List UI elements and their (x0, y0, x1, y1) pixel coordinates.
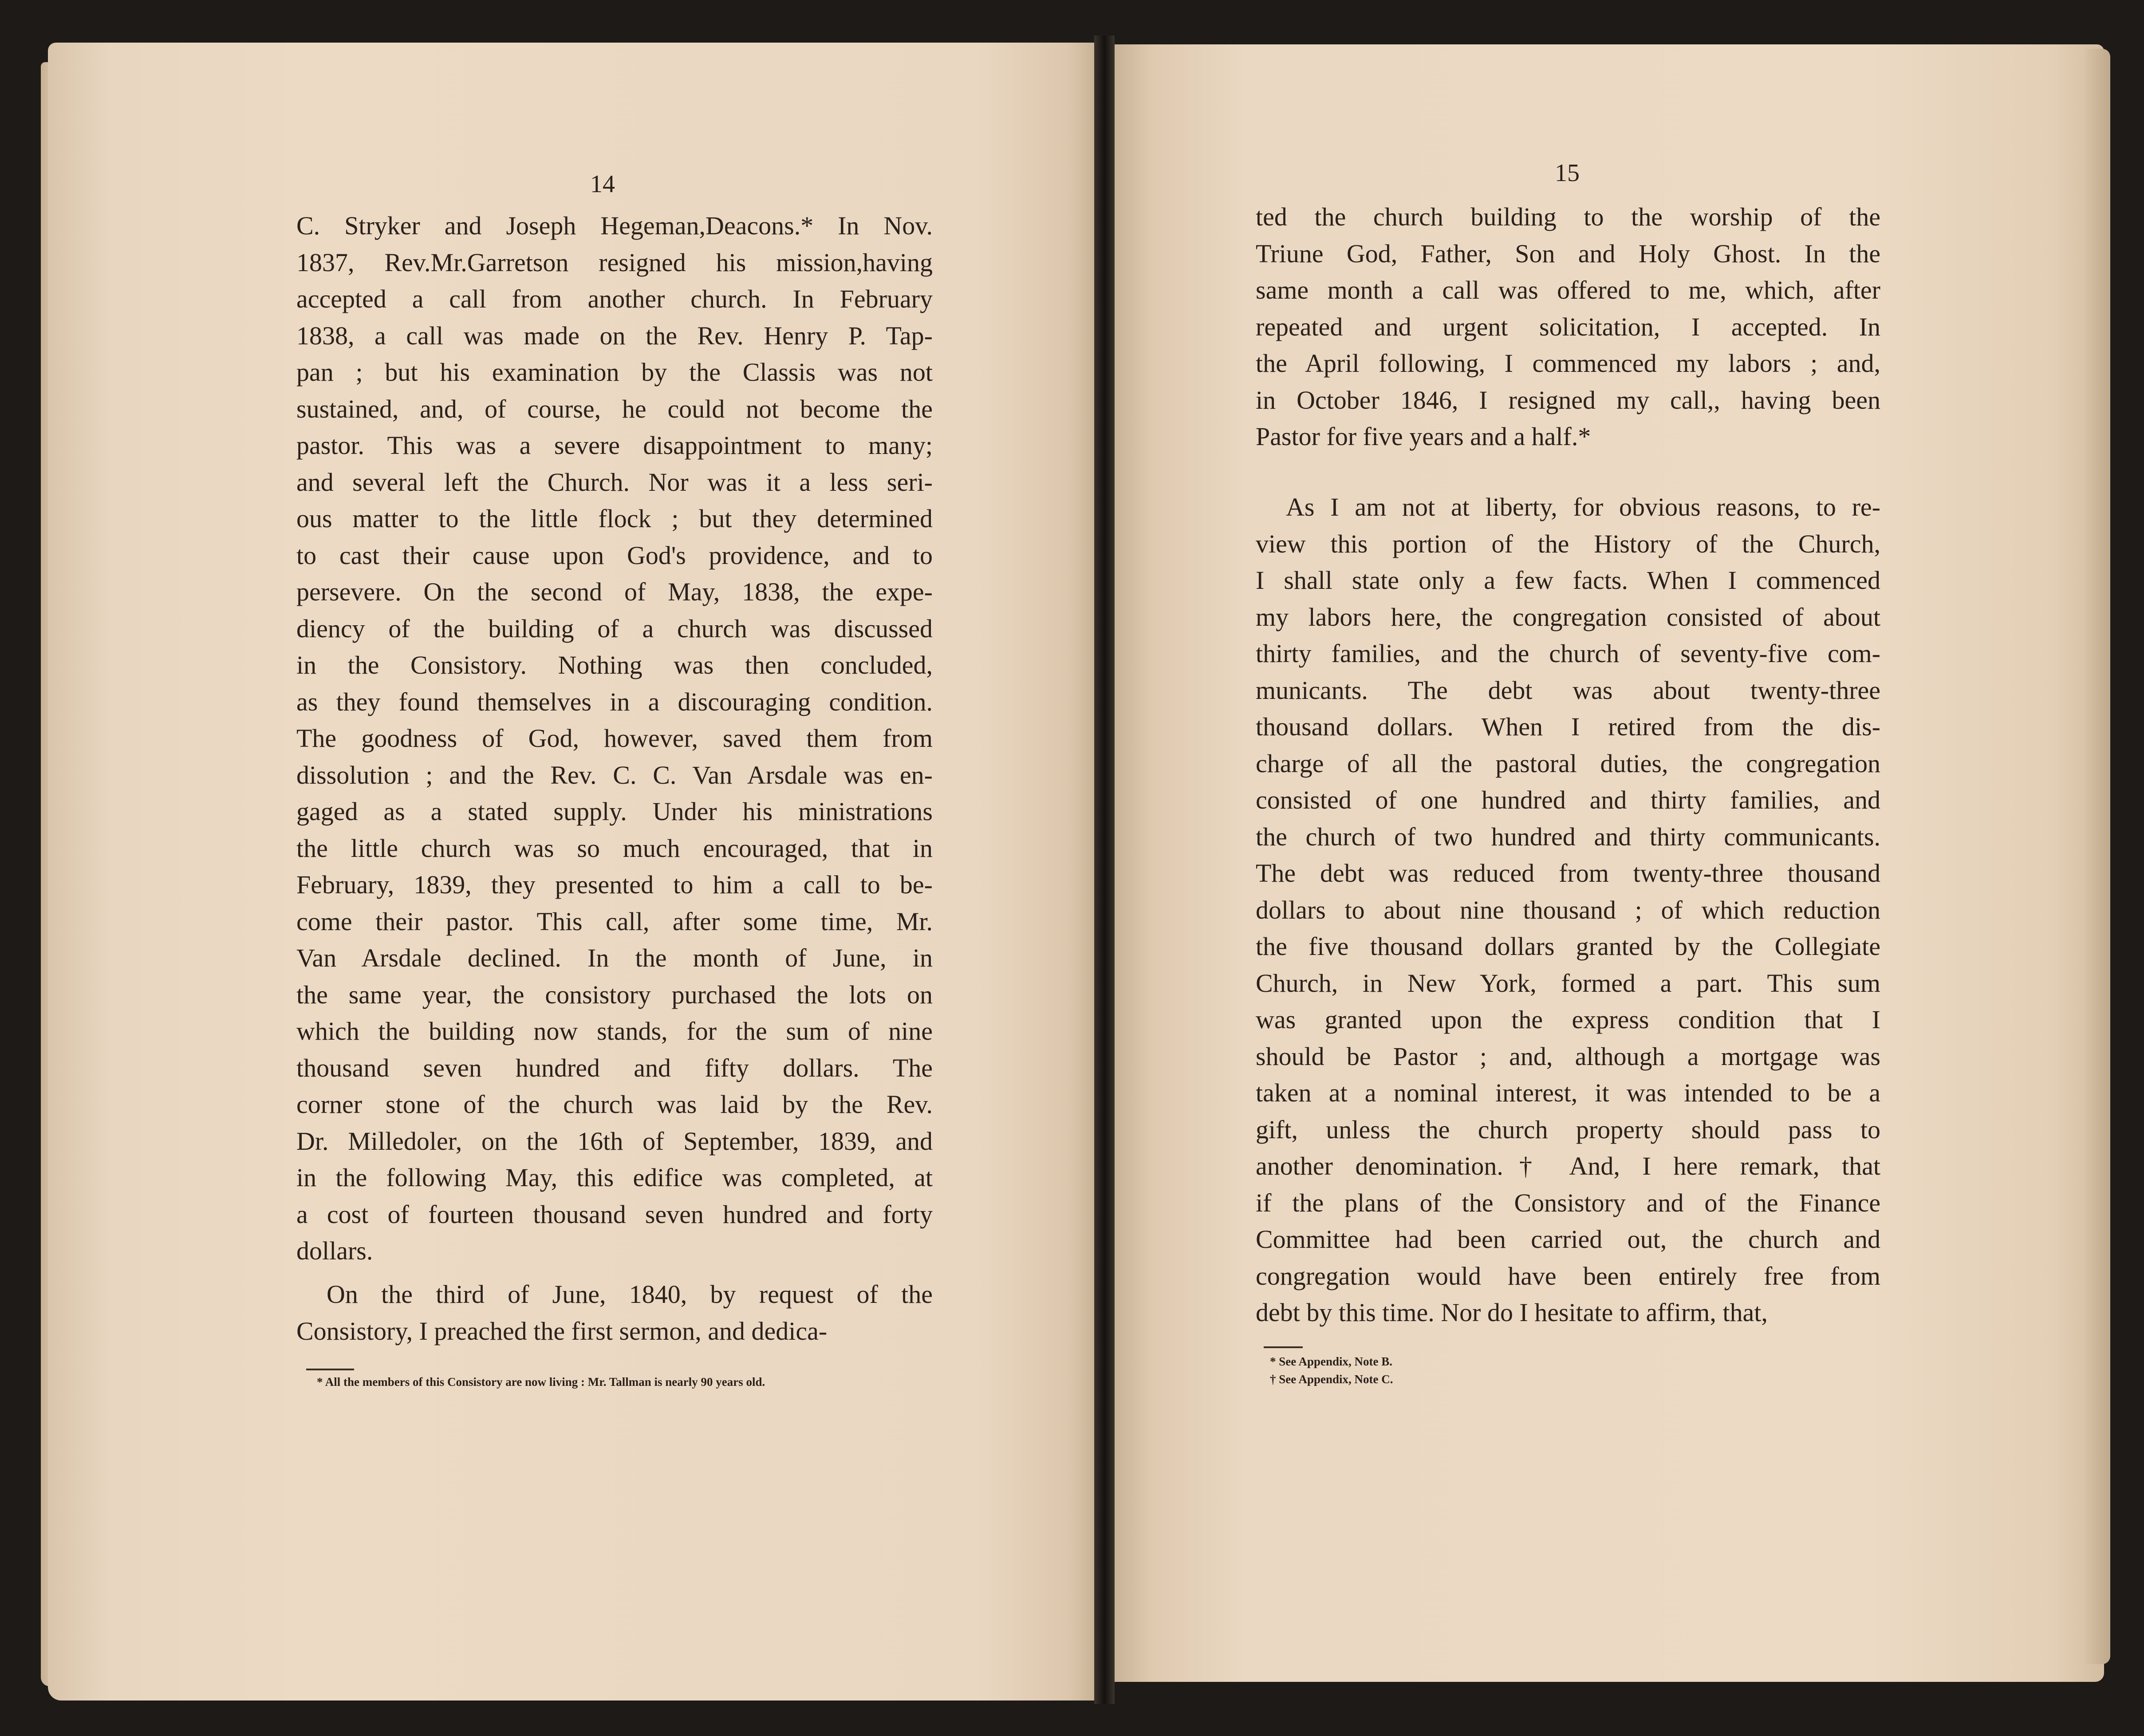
text-line: consisted of one hundred and thirty families, and (1256, 785, 1880, 814)
text-line: should be Pastor ; and, although a mortgage was (1256, 1042, 1880, 1071)
footnote-line: * See Appendix, Note B. (1270, 1355, 1393, 1368)
text-line: as they found themselves in a discouraging condition. (296, 687, 933, 716)
book-gutter (1094, 36, 1115, 1704)
text-line: As I am not at liberty, for obvious reasons, to re- (1286, 493, 1880, 521)
text-line: thousand dollars. When I retired from the dis- (1256, 712, 1880, 741)
text-line: in October 1846, I resigned my call,, having been (1256, 385, 1880, 414)
text-line: and several left the Church. Nor was it a less seri- (296, 467, 933, 497)
text-line: the little church was so much encouraged, that in (296, 833, 933, 863)
text-line: Committee had been carried out, the church and (1256, 1225, 1880, 1254)
text-line: Dr. Milledoler, on the 16th of September, 1839, and (296, 1126, 933, 1156)
text-line: come their pastor. This call, after some time, Mr. (296, 907, 933, 936)
footnote-left: * All the members of this Consistory are now living : Mr. Tallman is nearly 90 years old. (317, 1375, 765, 1389)
text-line: pastor. This was a severe disappointment to many; (296, 431, 933, 460)
text-line: Van Arsdale declined. In the month of June, in (296, 943, 933, 972)
text-line: gift, unless the church property should pass to (1256, 1115, 1880, 1144)
text-line: February, 1839, they presented to him a call to be- (296, 870, 933, 899)
text-line: the five thousand dollars granted by the Collegiate (1256, 932, 1880, 961)
text-line: I shall state only a few facts. When I commenced (1256, 566, 1880, 595)
text-line: diency of the building of a church was discussed (296, 614, 933, 643)
text-line: taken at a nominal interest, it was intended to be a (1256, 1078, 1880, 1107)
text-line: same month a call was offered to me, which, after (1256, 276, 1880, 304)
text-line: repeated and urgent solicitation, I accepted. In (1256, 312, 1880, 341)
text-line: debt by this time. Nor do I hesitate to affirm, that, (1256, 1298, 1768, 1327)
text-line: ous matter to the little flock ; but they determined (296, 504, 933, 533)
footnote-line: † See Appendix, Note C. (1270, 1373, 1393, 1386)
text-line: Triune God, Father, Son and Holy Ghost. In the (1256, 239, 1880, 268)
text-line: thousand seven hundred and fifty dollars. The (296, 1053, 933, 1082)
text-line: another denomination.† And, I here remark, that (1256, 1152, 1880, 1180)
text-line: dollars. (296, 1236, 373, 1265)
text-line: if the plans of the Consistory and of the Finance (1256, 1188, 1880, 1217)
text-line: thirty families, and the church of seventy-five com- (1256, 639, 1880, 668)
text-line: On the third of June, 1840, by request of the (327, 1280, 933, 1309)
text-line: which the building now stands, for the sum of nine (296, 1017, 933, 1046)
text-line: 1837, Rev.Mr.Garretson resigned his mission,having (296, 248, 933, 277)
text-line: The debt was reduced from twenty-three thousand (1256, 859, 1880, 888)
text-line: the same year, the consistory purchased the lots on (296, 980, 933, 1009)
text-line: to cast their cause upon God's providence, and to (296, 541, 933, 570)
right-page-edge (2085, 49, 2110, 1664)
text-line: The goodness of God, however, saved them from (296, 724, 933, 753)
text-line: the church of two hundred and thirty communicants. (1256, 822, 1880, 851)
right-page-body (1256, 199, 1880, 455)
text-line: accepted a call from another church. In February (296, 284, 933, 313)
text-line: C. Stryker and Joseph Hegeman,Deacons.* In Nov. (296, 211, 933, 240)
footnote-rule-left (306, 1369, 354, 1370)
page-number-left: 14 (590, 170, 615, 198)
right-page-paragraph (1256, 489, 1880, 1331)
text-line: in the following May, this edifice was completed, at (296, 1163, 933, 1192)
text-line: in the Consistory. Nothing was then concluded, (296, 651, 933, 679)
text-line: pan ; but his examination by the Classis was not (296, 358, 933, 387)
text-line: view this portion of the History of the Church, (1256, 529, 1880, 558)
text-line: my labors here, the congregation consisted of about (1256, 602, 1880, 631)
text-line: a cost of fourteen thousand seven hundred and forty (296, 1199, 933, 1229)
footnotes-right (1270, 1353, 1393, 1388)
text-line: dissolution ; and the Rev. C. C. Van Arsdale was en- (296, 760, 933, 789)
text-line: sustained, and, of course, he could not become the (296, 394, 933, 423)
text-line: 1838, a call was made on the Rev. Henry P. Tap- (296, 321, 933, 350)
text-line: the April following, I commenced my labors ; and, (1256, 349, 1880, 378)
page-number-right: 15 (1555, 159, 1580, 187)
text-line: dollars to about nine thousand ; of which reduction (1256, 895, 1880, 924)
text-line: ted the church building to the worship of the (1256, 202, 1880, 231)
left-page-paragraph (296, 1276, 933, 1349)
footnote-rule-right (1264, 1346, 1303, 1348)
text-line: charge of all the pastoral duties, the congregation (1256, 749, 1880, 778)
text-line: persevere. On the second of May, 1838, the expe- (296, 577, 933, 606)
text-line: Church, in New York, formed a part. This sum (1256, 968, 1880, 998)
left-page-body (296, 208, 933, 1270)
text-line: Consistory, I preached the first sermon, and dedica- (296, 1316, 828, 1345)
text-line: municants. The debt was about twenty-three (1256, 675, 1880, 705)
text-line: was granted upon the express condition that I (1256, 1005, 1880, 1034)
text-line: corner stone of the church was laid by the Rev. (296, 1090, 933, 1119)
text-line: congregation would have been entirely free from (1256, 1261, 1880, 1290)
text-line: Pastor for five years and a half.* (1256, 422, 1591, 451)
text-line: gaged as a stated supply. Under his ministrations (296, 797, 933, 826)
